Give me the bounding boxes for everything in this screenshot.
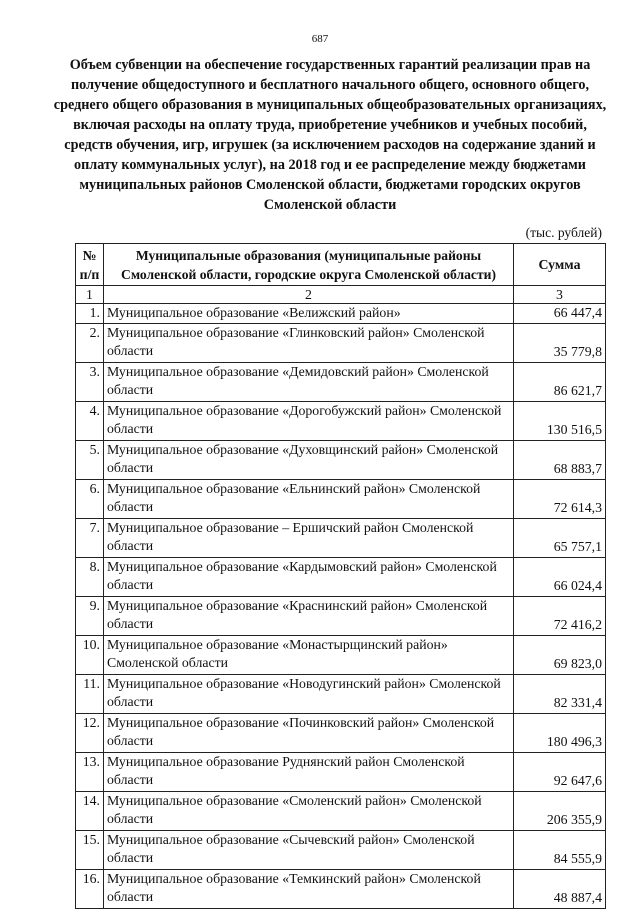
table-row [76,869,606,908]
row-number: 15. [76,830,104,869]
municipality-name: Муниципальное образование «Темкинский район» Смоленской области [104,869,514,908]
row-number: 14. [76,791,104,830]
row-number: 3. [76,362,104,401]
row-number: 8. [76,557,104,596]
subvention-table [75,243,606,909]
row-number: 13. [76,752,104,791]
subvention-sum: 130 516,5 [514,401,606,440]
table-row [76,362,606,401]
row-number: 5. [76,440,104,479]
table-row [76,635,606,674]
table-row [76,440,606,479]
row-number: 9. [76,596,104,635]
municipality-name: Муниципальное образование «Монастырщинский район» Смоленской области [104,635,514,674]
header-name: Муниципальные образования (муниципальные районы Смоленской области, городские округа Смоленской области) [104,244,514,286]
subvention-sum: 66 447,4 [514,304,606,324]
page-number: 687 [311,33,329,45]
table-header-row [76,244,606,286]
subvention-sum: 35 779,8 [514,323,606,362]
municipality-name: Муниципальное образование «Краснинский район» Смоленской области [104,596,514,635]
municipality-name: Муниципальное образование «Сычевский район» Смоленской области [104,830,514,869]
column-index-row [76,286,606,304]
table-row [76,557,606,596]
row-number: 4. [76,401,104,440]
subvention-sum: 65 757,1 [514,518,606,557]
table-row [76,830,606,869]
document-title: Объем субвенции на обеспечение государственных гарантий реализации прав на получение общедоступного и бесплатного начального общего, основного общего, среднего общего образования в муниципальных общеобразовательных организациях, включая расходы на оплату труда, приобретение учебников и учебных пособий, средств обучения, игр, игрушек (за исключением расходов на содержание зданий и оплату коммунальных услуг), на 2018 год и ее распределение между бюджетами муниципальных районов Смоленской области, бюджетами городских округов Смоленской области [53,57,607,213]
municipality-name: Муниципальное образование «Новодугинский район» Смоленской области [104,674,514,713]
table-row [76,791,606,830]
subvention-sum: 92 647,6 [514,752,606,791]
row-number: 16. [76,869,104,908]
units-label: (тыс. рублей) [525,225,602,240]
row-number: 10. [76,635,104,674]
table-row [76,401,606,440]
municipality-name: Муниципальное образование Руднянский район Смоленской области [104,752,514,791]
row-number: 1. [76,304,104,324]
column-index-2: 2 [104,286,514,304]
table-row [76,596,606,635]
subvention-sum: 180 496,3 [514,713,606,752]
subvention-sum: 86 621,7 [514,362,606,401]
municipality-name: Муниципальное образование «Велижский район» [104,304,514,324]
subvention-sum: 72 614,3 [514,479,606,518]
header-num: № п/п [76,244,104,286]
table-row [76,323,606,362]
municipality-name: Муниципальное образование «Глинковский район» Смоленской области [104,323,514,362]
table-row [76,674,606,713]
table-row [76,518,606,557]
header-sum: Сумма [514,244,606,286]
subvention-sum: 48 887,4 [514,869,606,908]
subvention-sum: 206 355,9 [514,791,606,830]
subvention-sum: 69 823,0 [514,635,606,674]
row-number: 11. [76,674,104,713]
row-number: 12. [76,713,104,752]
subvention-sum: 72 416,2 [514,596,606,635]
table-row [76,713,606,752]
table-row [76,752,606,791]
municipality-name: Муниципальное образование «Кардымовский район» Смоленской области [104,557,514,596]
row-number: 7. [76,518,104,557]
row-number: 2. [76,323,104,362]
subvention-sum: 82 331,4 [514,674,606,713]
row-number: 6. [76,479,104,518]
subvention-sum: 68 883,7 [514,440,606,479]
municipality-name: Муниципальное образование «Смоленский район» Смоленской области [104,791,514,830]
column-index-1: 1 [76,286,104,304]
municipality-name: Муниципальное образование «Дорогобужский район» Смоленской области [104,401,514,440]
table-row [76,304,606,324]
municipality-name: Муниципальное образование «Ельнинский район» Смоленской области [104,479,514,518]
table-row [76,479,606,518]
municipality-name: Муниципальное образование – Ершичский район Смоленской области [104,518,514,557]
municipality-name: Муниципальное образование «Починковский район» Смоленской области [104,713,514,752]
subvention-sum: 84 555,9 [514,830,606,869]
municipality-name: Муниципальное образование «Духовщинский район» Смоленской области [104,440,514,479]
municipality-name: Муниципальное образование «Демидовский район» Смоленской области [104,362,514,401]
subvention-sum: 66 024,4 [514,557,606,596]
column-index-3: 3 [514,286,606,304]
